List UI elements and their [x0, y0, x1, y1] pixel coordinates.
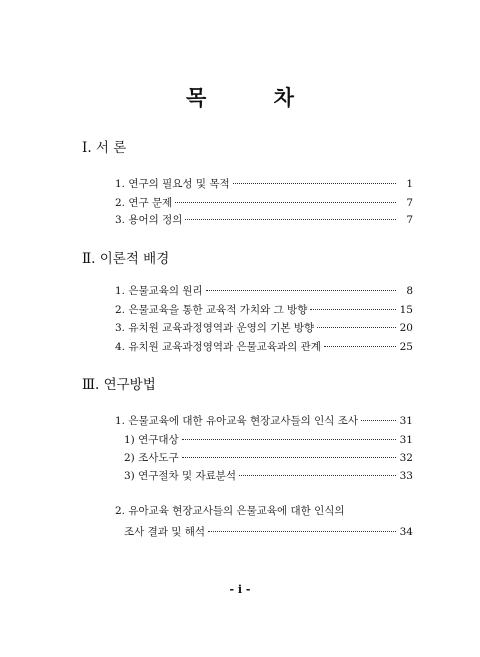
toc-entry-page: 31 — [399, 415, 413, 427]
section-heading-methods: Ⅲ. 연구방법 — [82, 377, 156, 393]
dot-leader — [324, 346, 396, 347]
toc-entry-page: 7 — [406, 214, 413, 226]
toc-entry-label: 2) 조사도구 — [124, 452, 179, 464]
toc-entry[interactable] — [115, 320, 413, 335]
toc-entry[interactable] — [115, 283, 413, 298]
toc-entry-page: 33 — [399, 470, 413, 482]
toc-entry[interactable] — [115, 176, 413, 191]
toc-entry-label-continued[interactable]: 2. 유아교육 현장교사들의 은물교육에 대한 인식의 — [115, 505, 345, 517]
toc-entry-label: 3) 연구절차 및 자료분석 — [124, 470, 237, 482]
toc-entry-page: 34 — [399, 526, 413, 538]
section-heading-intro: Ⅰ. 서 론 — [82, 140, 127, 156]
toc-subentry[interactable] — [124, 468, 413, 483]
dot-leader — [182, 439, 396, 440]
toc-entry[interactable] — [115, 212, 413, 227]
toc-entry-label: 3. 용어의 정의 — [115, 214, 183, 226]
dot-leader — [239, 475, 396, 476]
dot-leader — [310, 309, 396, 310]
toc-subentry[interactable] — [124, 450, 413, 465]
toc-entry[interactable] — [115, 195, 413, 210]
toc-entry-page: 8 — [406, 285, 413, 297]
dot-leader — [206, 290, 396, 291]
toc-entry-label: 3. 유치원 교육과정영역과 운영의 기본 방향 — [115, 322, 315, 334]
toc-entry[interactable] — [115, 302, 413, 317]
toc-entry[interactable] — [115, 339, 413, 354]
dot-leader — [233, 183, 396, 184]
page-title: 목 차 — [186, 85, 324, 110]
toc-entry-page: 20 — [399, 322, 413, 334]
toc-entry-page: 7 — [406, 197, 413, 209]
toc-entry-page: 1 — [406, 178, 413, 190]
dot-leader — [317, 327, 396, 328]
toc-entry-label: 1. 연구의 필요성 및 목적 — [115, 178, 230, 190]
toc-entry-label: 2. 은물교육을 통한 교육적 가치와 그 방향 — [115, 304, 308, 316]
toc-entry-page: 15 — [399, 304, 413, 316]
toc-subentry[interactable] — [124, 432, 413, 447]
dot-leader — [175, 202, 396, 203]
section-heading-background: Ⅱ. 이론적 배경 — [82, 251, 170, 267]
toc-entry-label: 4. 유치원 교육과정영역과 은물교육과의 관계 — [115, 341, 321, 353]
toc-entry[interactable] — [115, 413, 413, 428]
toc-entry-label: 1. 은물교육의 원리 — [115, 285, 203, 297]
toc-entry[interactable] — [124, 524, 413, 539]
dot-leader — [208, 531, 396, 532]
toc-entry-label: 1) 연구대상 — [124, 434, 179, 446]
toc-entry-page: 32 — [399, 452, 413, 464]
page-number-footer: - i - — [229, 583, 251, 596]
toc-entry-label: 1. 은물교육에 대한 유아교육 현장교사들의 인식 조사 — [115, 415, 359, 427]
dot-leader — [185, 219, 396, 220]
toc-entry-page: 25 — [399, 341, 413, 353]
dot-leader — [182, 457, 396, 458]
toc-entry-page: 31 — [399, 434, 413, 446]
toc-entry-label: 조사 결과 및 해석 — [124, 526, 206, 538]
toc-entry-label: 2. 연구 문제 — [115, 197, 173, 209]
dot-leader — [361, 420, 396, 421]
